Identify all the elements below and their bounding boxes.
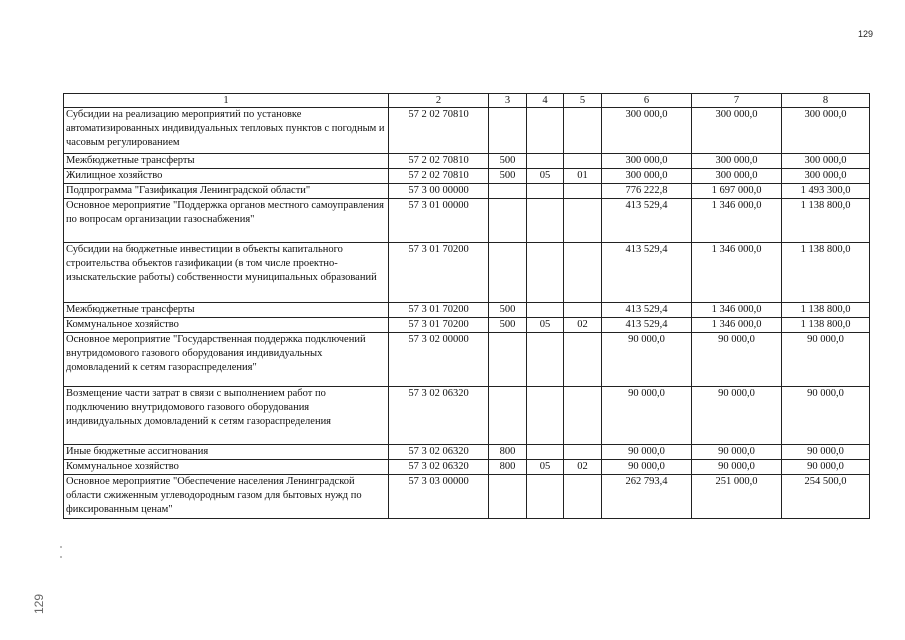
- row-subsection-cell: [564, 243, 602, 303]
- row-section-cell: [527, 333, 564, 387]
- row-amount-col8-cell: 1 138 800,0: [782, 303, 870, 318]
- table-row: [64, 460, 870, 475]
- row-amount-col6-cell: 300 000,0: [602, 154, 692, 169]
- table-row: [64, 108, 870, 154]
- row-amount-col8-cell: 1 493 300,0: [782, 184, 870, 199]
- row-name-cell: Коммунальное хозяйство: [64, 318, 389, 333]
- row-amount-col6-cell: 90 000,0: [602, 387, 692, 445]
- row-expense-type-cell: 500: [489, 318, 527, 333]
- row-code-cell: 57 3 01 70200: [389, 318, 489, 333]
- table-row: [64, 475, 870, 519]
- row-section-cell: [527, 387, 564, 445]
- page-number: 129: [858, 29, 874, 39]
- row-expense-type-cell: [489, 199, 527, 243]
- row-code-cell: 57 2 02 70810: [389, 154, 489, 169]
- row-amount-col8-cell: 1 138 800,0: [782, 199, 870, 243]
- table-row: [64, 333, 870, 387]
- table-row: [64, 243, 870, 303]
- row-amount-col8-cell: 90 000,0: [782, 460, 870, 475]
- row-expense-type-cell: [489, 243, 527, 303]
- margin-stamp: [34, 578, 48, 618]
- row-expense-type-cell: 800: [489, 445, 527, 460]
- row-code-cell: 57 3 01 70200: [389, 303, 489, 318]
- row-subsection-cell: [564, 303, 602, 318]
- row-subsection-cell: [564, 154, 602, 169]
- row-section-cell: [527, 108, 564, 154]
- row-amount-col7-cell: 90 000,0: [692, 445, 782, 460]
- row-subsection-cell: [564, 184, 602, 199]
- table-row: [64, 154, 870, 169]
- row-name-cell: Межбюджетные трансферты: [64, 154, 389, 169]
- table-row: [64, 387, 870, 445]
- scan-speck: [60, 556, 62, 558]
- row-expense-type-cell: [489, 475, 527, 519]
- row-amount-col6-cell: 413 529,4: [602, 243, 692, 303]
- row-expense-type-cell: 500: [489, 169, 527, 184]
- row-name-cell: Основное мероприятие "Государственная поддержка подключений внутридомового газового оборудования индивидуальных домовладений к сетям газораспределения": [64, 333, 389, 387]
- row-name-cell: Возмещение части затрат в связи с выполнением работ по подключению внутридомового газового оборудования индивидуальных домовладений к сетям газораспределения: [64, 387, 389, 445]
- row-amount-col8-cell: 1 138 800,0: [782, 243, 870, 303]
- row-amount-col6-cell: 90 000,0: [602, 460, 692, 475]
- row-amount-col7-cell: 1 346 000,0: [692, 199, 782, 243]
- table-row: [64, 184, 870, 199]
- budget-table: [63, 93, 870, 519]
- row-expense-type-cell: 500: [489, 303, 527, 318]
- row-code-cell: 57 3 02 00000: [389, 333, 489, 387]
- margin-stamp-text: 129: [32, 593, 46, 614]
- row-amount-col6-cell: 300 000,0: [602, 169, 692, 184]
- row-amount-col7-cell: 251 000,0: [692, 475, 782, 519]
- row-code-cell: 57 3 02 06320: [389, 445, 489, 460]
- row-name-cell: Иные бюджетные ассигнования: [64, 445, 389, 460]
- row-section-cell: [527, 303, 564, 318]
- row-section-cell: 05: [527, 318, 564, 333]
- header-col-3: 3: [489, 94, 527, 108]
- row-code-cell: 57 2 02 70810: [389, 169, 489, 184]
- header-col-2: 2: [389, 94, 489, 108]
- row-expense-type-cell: 800: [489, 460, 527, 475]
- row-amount-col7-cell: 90 000,0: [692, 387, 782, 445]
- header-col-5: 5: [564, 94, 602, 108]
- row-amount-col8-cell: 254 500,0: [782, 475, 870, 519]
- header-col-7: 7: [692, 94, 782, 108]
- row-section-cell: [527, 243, 564, 303]
- row-subsection-cell: [564, 445, 602, 460]
- row-subsection-cell: 01: [564, 169, 602, 184]
- table-row: [64, 303, 870, 318]
- row-expense-type-cell: [489, 184, 527, 199]
- row-expense-type-cell: [489, 333, 527, 387]
- header-row: [64, 94, 870, 108]
- table-row: [64, 445, 870, 460]
- row-section-cell: [527, 199, 564, 243]
- row-name-cell: Субсидии на реализацию мероприятий по установке автоматизированных индивидуальных тепловых пунктов с погодным и часовым регулированием: [64, 108, 389, 154]
- table-row: [64, 199, 870, 243]
- row-name-cell: Основное мероприятие "Поддержка органов местного самоуправления по вопросам организации газоснабжения": [64, 199, 389, 243]
- row-expense-type-cell: [489, 108, 527, 154]
- row-amount-col8-cell: 90 000,0: [782, 445, 870, 460]
- row-section-cell: [527, 154, 564, 169]
- row-code-cell: 57 3 03 00000: [389, 475, 489, 519]
- row-amount-col6-cell: 262 793,4: [602, 475, 692, 519]
- row-amount-col8-cell: 300 000,0: [782, 108, 870, 154]
- row-amount-col6-cell: 413 529,4: [602, 303, 692, 318]
- row-amount-col7-cell: 300 000,0: [692, 108, 782, 154]
- table-row: [64, 318, 870, 333]
- row-name-cell: Подпрограмма "Газификация Ленинградской области": [64, 184, 389, 199]
- row-code-cell: 57 3 02 06320: [389, 387, 489, 445]
- row-subsection-cell: 02: [564, 318, 602, 333]
- header-col-1: 1: [64, 94, 389, 108]
- row-subsection-cell: [564, 199, 602, 243]
- row-amount-col8-cell: 90 000,0: [782, 333, 870, 387]
- row-code-cell: 57 3 01 00000: [389, 199, 489, 243]
- row-amount-col6-cell: 776 222,8: [602, 184, 692, 199]
- scan-speck: [60, 546, 62, 548]
- row-amount-col8-cell: 300 000,0: [782, 154, 870, 169]
- row-section-cell: [527, 475, 564, 519]
- row-amount-col7-cell: 300 000,0: [692, 154, 782, 169]
- row-section-cell: 05: [527, 460, 564, 475]
- row-expense-type-cell: [489, 387, 527, 445]
- row-amount-col6-cell: 413 529,4: [602, 199, 692, 243]
- row-name-cell: Основное мероприятие "Обеспечение населения Ленинградской области сжиженным углеводородным газом для бытовых нужд по фиксированным ценам": [64, 475, 389, 519]
- row-amount-col6-cell: 413 529,4: [602, 318, 692, 333]
- row-code-cell: 57 3 01 70200: [389, 243, 489, 303]
- row-section-cell: [527, 184, 564, 199]
- header-col-8: 8: [782, 94, 870, 108]
- row-subsection-cell: 02: [564, 460, 602, 475]
- row-code-cell: 57 3 02 06320: [389, 460, 489, 475]
- row-code-cell: 57 2 02 70810: [389, 108, 489, 154]
- row-code-cell: 57 3 00 00000: [389, 184, 489, 199]
- row-section-cell: [527, 445, 564, 460]
- table-body: [64, 108, 870, 519]
- row-section-cell: 05: [527, 169, 564, 184]
- row-amount-col8-cell: 90 000,0: [782, 387, 870, 445]
- row-amount-col7-cell: 1 346 000,0: [692, 243, 782, 303]
- row-amount-col7-cell: 1 346 000,0: [692, 318, 782, 333]
- row-name-cell: Межбюджетные трансферты: [64, 303, 389, 318]
- table-row: [64, 169, 870, 184]
- row-subsection-cell: [564, 387, 602, 445]
- row-amount-col8-cell: 1 138 800,0: [782, 318, 870, 333]
- row-amount-col8-cell: 300 000,0: [782, 169, 870, 184]
- header-col-6: 6: [602, 94, 692, 108]
- header-col-4: 4: [527, 94, 564, 108]
- row-amount-col6-cell: 90 000,0: [602, 445, 692, 460]
- row-amount-col7-cell: 90 000,0: [692, 460, 782, 475]
- row-subsection-cell: [564, 475, 602, 519]
- row-name-cell: Субсидии на бюджетные инвестиции в объекты капитального строительства объектов газификации (в том числе проектно-изыскательские работы) собственности муниципальных образований: [64, 243, 389, 303]
- row-name-cell: Коммунальное хозяйство: [64, 460, 389, 475]
- row-amount-col7-cell: 90 000,0: [692, 333, 782, 387]
- row-expense-type-cell: 500: [489, 154, 527, 169]
- row-amount-col6-cell: 300 000,0: [602, 108, 692, 154]
- row-amount-col7-cell: 1 697 000,0: [692, 184, 782, 199]
- row-amount-col6-cell: 90 000,0: [602, 333, 692, 387]
- row-subsection-cell: [564, 108, 602, 154]
- row-name-cell: Жилищное хозяйство: [64, 169, 389, 184]
- row-amount-col7-cell: 1 346 000,0: [692, 303, 782, 318]
- row-amount-col7-cell: 300 000,0: [692, 169, 782, 184]
- row-subsection-cell: [564, 333, 602, 387]
